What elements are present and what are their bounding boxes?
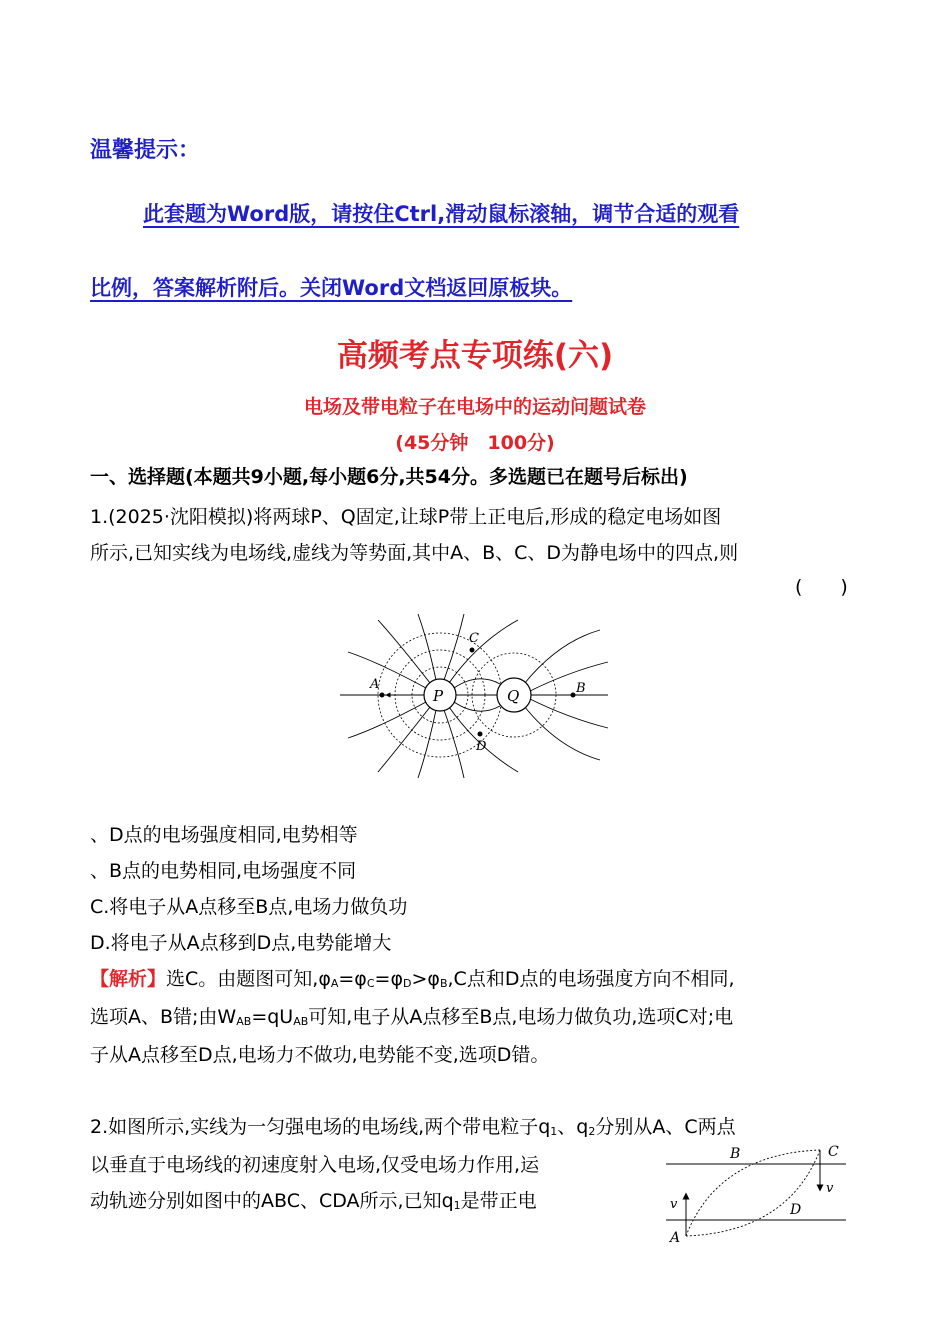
q1-option-a: 、D点的电场强度相同,电势相等 [90, 824, 358, 846]
q1-option-b: 、B点的电势相同,电场强度不同 [90, 860, 357, 882]
fig2-label-d: D [790, 1202, 802, 1218]
tip-title: 温馨提示： [90, 138, 201, 163]
fig2-label-b: B [730, 1146, 741, 1162]
q1-option-c: C.将电子从A点移至B点,电场力做负功 [90, 896, 408, 918]
label-d: D [476, 739, 487, 754]
fig2-label-c: C [828, 1144, 839, 1160]
fig2-label-v-right: v [826, 1181, 834, 1196]
q1-option-d: D.将电子从A点移到D点,电势能增大 [90, 932, 392, 954]
fig2-label-a: A [670, 1230, 681, 1246]
page-subtitle: 电场及带电粒子在电场中的运动问题试卷 [303, 396, 646, 418]
tip-line-1[interactable]: 此套题为Word版，请按住Ctrl,滑动鼠标滚轴，调节合适的观看 [143, 202, 740, 226]
q1-analysis-line-3: 子从A点移至D点,电场力不做功,电势能不变,选项D错。 [90, 1044, 550, 1066]
label-c: C [469, 631, 479, 646]
page-title: 高频考点专项练(六) [336, 338, 614, 374]
q1-answer-bracket: ( ) [795, 576, 848, 598]
label-a: A [370, 677, 380, 692]
q1-analysis-line-1: 【解析】选C。由题图可知$,\varphi_A=\varphi_C=\varphi_D>\varphi_B,C$点和D点的电场强度方向不相同, [90, 968, 735, 990]
q2-stem-line-1: 2.如图所示,实线为一匀强电场的电场线,两个带电粒子$q_1$、$q_2$分别从A、C两点 [90, 1116, 736, 1138]
label-p: P [433, 687, 444, 705]
analysis-tag: 【解析】 [90, 968, 167, 990]
q1-analysis-line-2: 选项A、B错;由$W_{AB}=qU_{AB}$可知,电子从A点移至B点,电场力做负功,选项C对;电 [90, 1006, 734, 1028]
q1-stem-line-1: 1.(2025·沈阳模拟)将两球P、Q固定,让球P带上正电后,形成的稳定电场如图 [90, 506, 722, 528]
q2-trajectory-figure [658, 1134, 850, 1246]
label-q: Q [507, 687, 520, 705]
q1-field-figure [338, 612, 610, 780]
fig2-label-v-left: v [670, 1197, 678, 1212]
section-heading: 一、选择题(本题共9小题,每小题6分,共54分。多选题已在题号后标出) [90, 466, 688, 488]
label-b: B [576, 681, 586, 696]
q2-stem-line-2: 以垂直于电场线的初速度射入电场,仅受电场力作用,运 [90, 1154, 540, 1176]
q2-stem-line-3: 动轨迹分别如图中的ABC、CDA所示,已知$q_1$是带正电 [90, 1190, 537, 1212]
q1-stem-line-2: 所示,已知实线为电场线,虚线为等势面,其中A、B、C、D为静电场中的四点,则 [90, 542, 739, 564]
tip-line-2[interactable]: 比例，答案解析附后。关闭Word文档返回原板块。 [90, 276, 573, 300]
exam-duration: (45分钟 100分) [395, 432, 555, 454]
